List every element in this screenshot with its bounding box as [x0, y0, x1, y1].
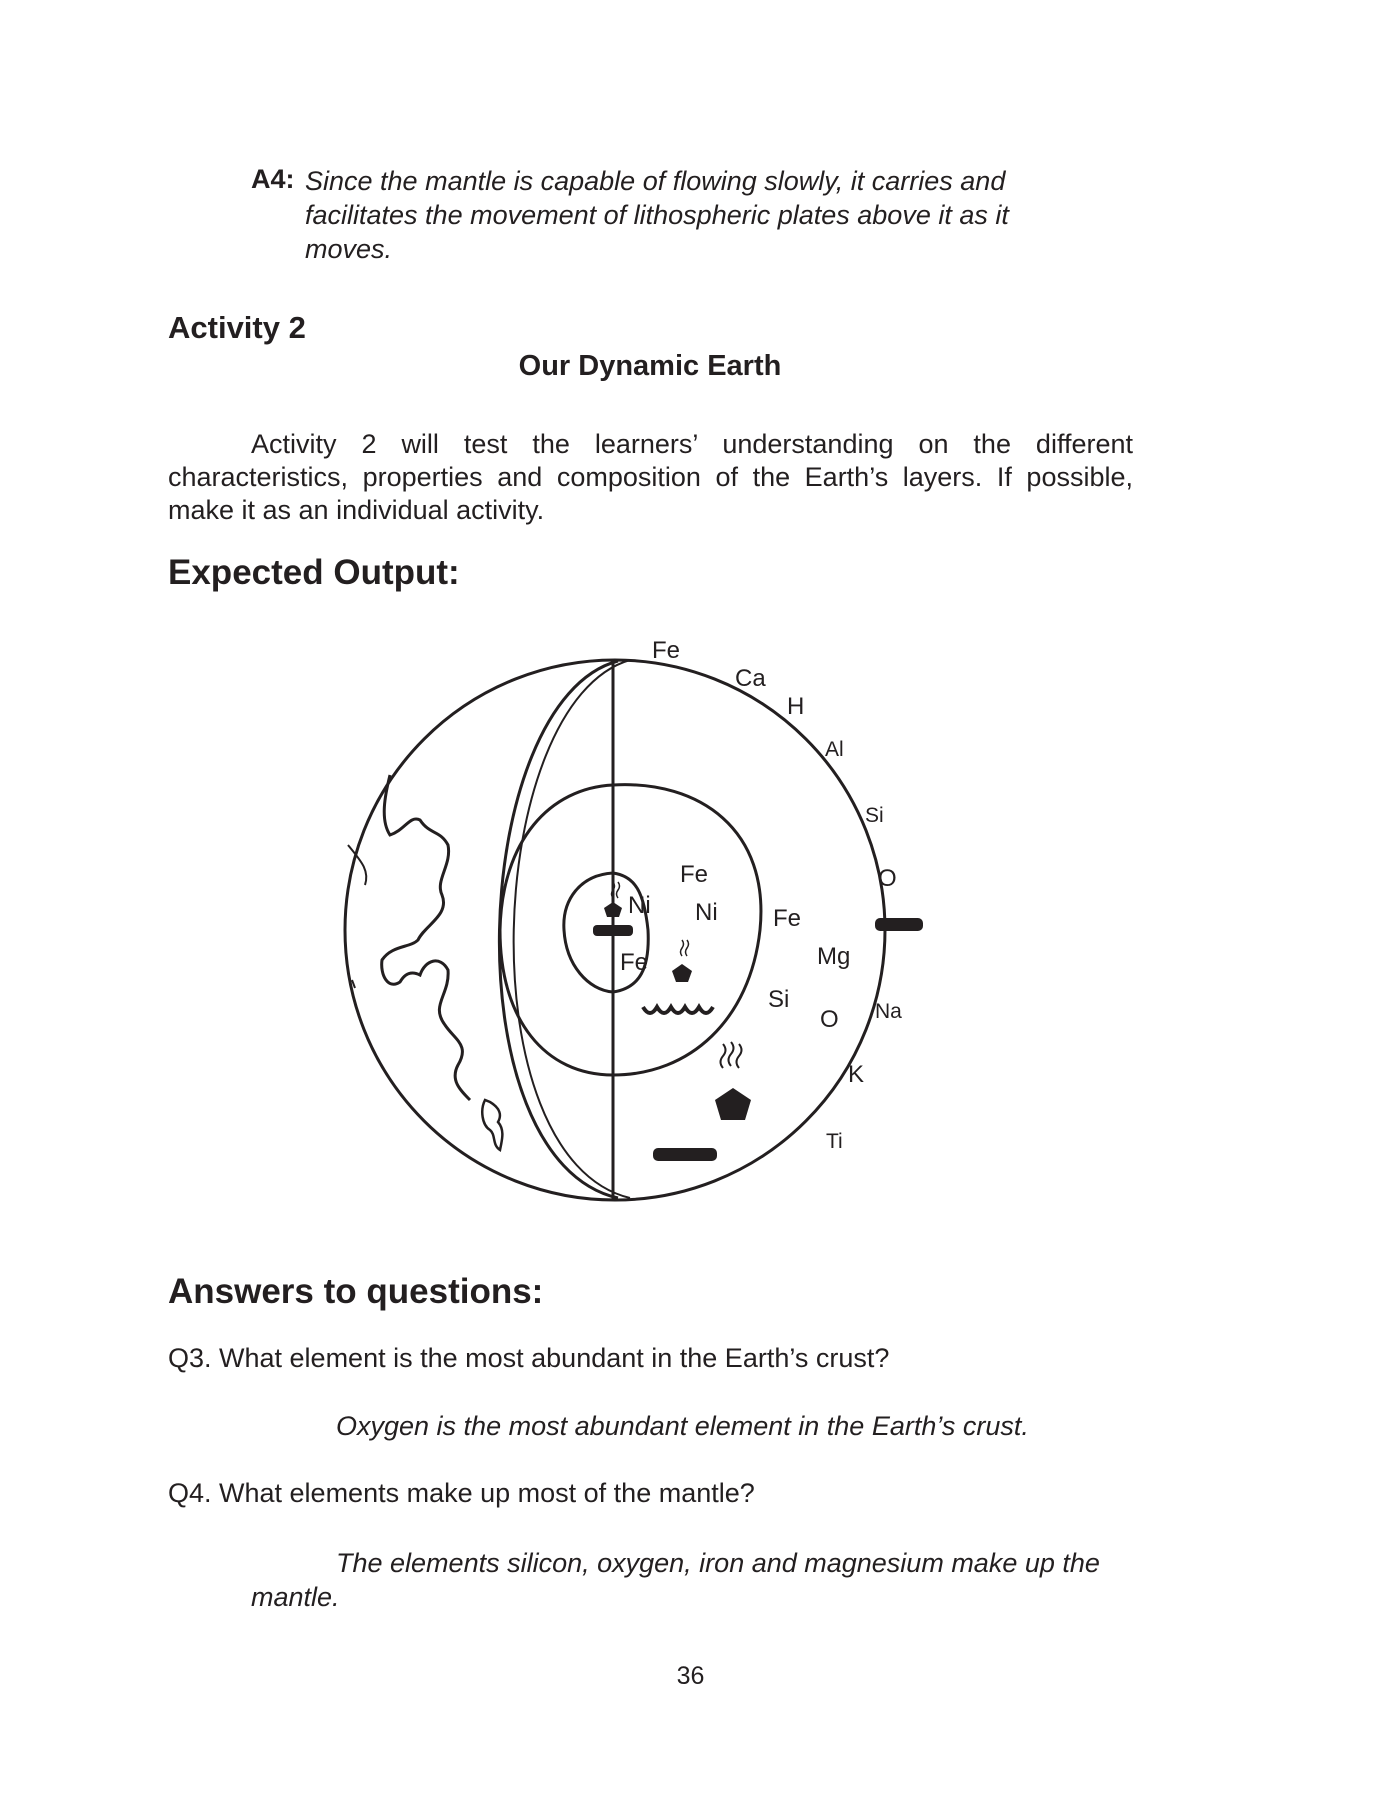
activity-intro: Activity 2 will test the learners’ understanding on the different characteristics, properties and composition of the Earth’s layers. If possible, make it as an individual activity.: [168, 429, 1133, 525]
wave-symbol: [643, 1007, 713, 1013]
solid-bar-symbol: [653, 1148, 717, 1161]
crust-label: H: [787, 693, 805, 720]
crust-label: Si: [865, 804, 884, 827]
inner-core-label: Fe: [620, 949, 649, 976]
earth-layers-diagram: [330, 630, 970, 1210]
crust-label: K: [848, 1061, 865, 1088]
answer-a4-label: A4:: [251, 164, 295, 194]
crust-label: Ca: [735, 665, 766, 692]
steam-symbol: [721, 1042, 742, 1068]
solid-bar-symbol: [875, 918, 923, 931]
outer-core-label: Fe: [680, 861, 709, 888]
solid-bar-symbol: [593, 925, 633, 936]
expected-output-heading: Expected Output:: [168, 553, 460, 592]
question-q4: Q4. What elements make up most of the mantle?: [168, 1478, 755, 1508]
question-q3: Q3. What element is the most abundant in the Earth’s crust?: [168, 1343, 890, 1373]
landmass: [382, 775, 470, 1100]
page-number: 36: [676, 1662, 705, 1690]
crust-label: Fe: [652, 637, 681, 664]
pentagon-symbol: [672, 964, 692, 982]
crust-label: Al: [825, 738, 844, 761]
answer-a4-text: Since the mantle is capable of flowing slowly, it carries and facilitates the movement of lithospheric plates above it as it moves.: [305, 166, 1009, 264]
inner-core-label: Ni: [628, 892, 651, 919]
activity-heading: Activity 2: [168, 310, 306, 345]
crust-label: Ti: [826, 1130, 843, 1153]
mantle-label: Si: [768, 986, 790, 1013]
pentagon-symbol: [715, 1088, 751, 1120]
activity-title: Our Dynamic Earth: [518, 350, 782, 382]
answers-heading: Answers to questions:: [168, 1272, 544, 1311]
pentagon-symbol: [604, 902, 622, 917]
mantle-label: Mg: [817, 943, 851, 970]
crust-label: Na: [875, 1000, 902, 1023]
mantle-label: Fe: [773, 905, 802, 932]
mantle-label: O: [820, 1006, 839, 1033]
answer-q3: Oxygen is the most abundant element in the Earth’s crust.: [336, 1411, 1029, 1441]
outer-core-label: Ni: [695, 899, 718, 926]
answer-q4: The elements silicon, oxygen, iron and magnesium make up the mantle.: [251, 1548, 1100, 1612]
crust-label: O: [878, 865, 897, 892]
